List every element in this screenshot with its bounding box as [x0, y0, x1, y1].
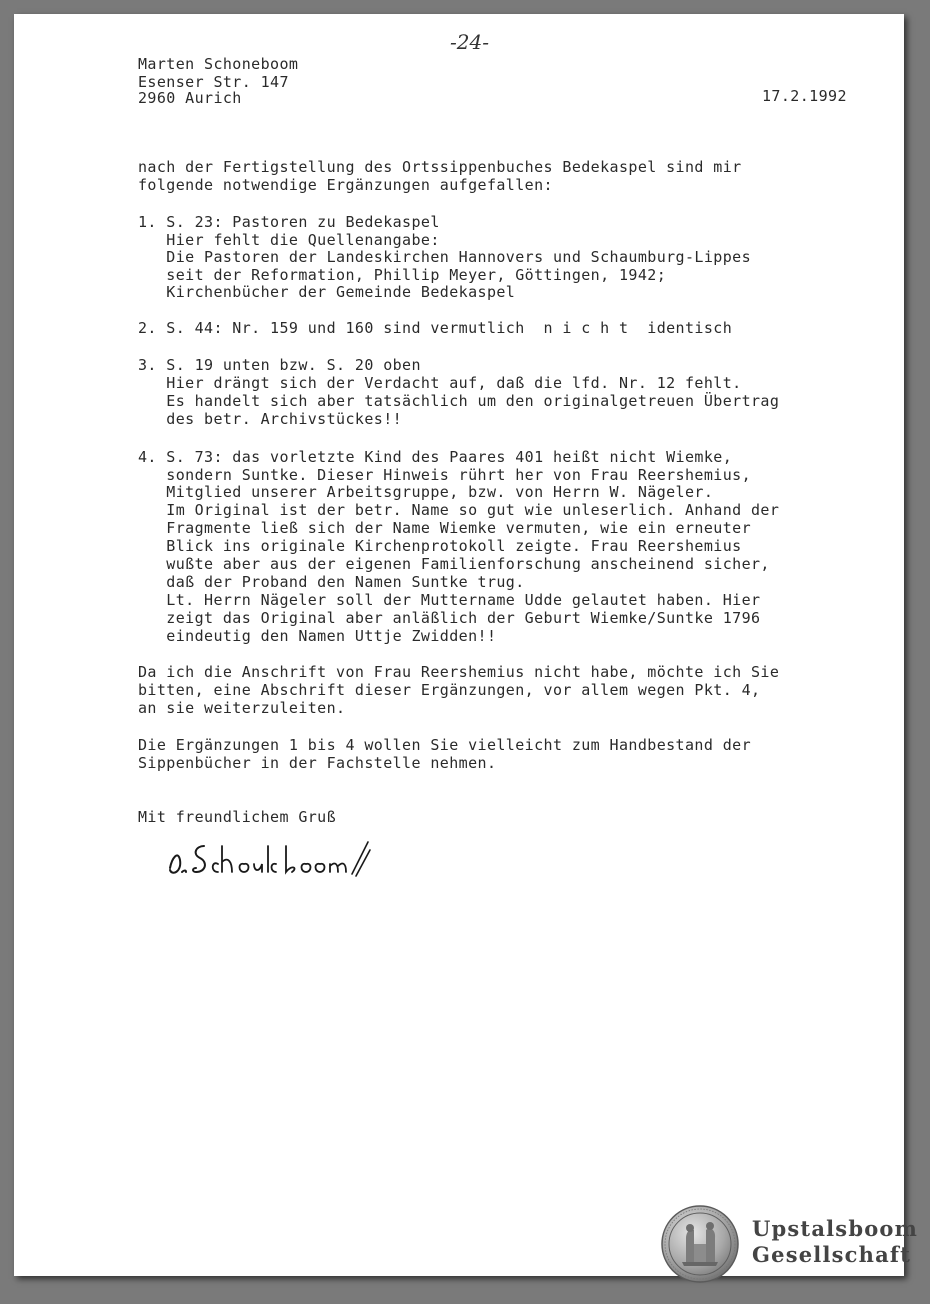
handwritten-signature — [162, 828, 372, 888]
item-3-line: 3. S. 19 unten bzw. S. 20 oben — [138, 356, 421, 374]
sender-name: Marten Schoneboom — [138, 55, 299, 73]
item-4-line: sondern Suntke. Dieser Hinweis rührt her von Frau Reershemius, — [138, 466, 751, 484]
item-3-line: des betr. Archivstückes!! — [138, 410, 403, 428]
item-1-line: Kirchenbücher der Gemeinde Bedekaspel — [138, 283, 516, 301]
item-4-line: wußte aber aus der eigenen Familienforschung anscheinend sicher, — [138, 555, 770, 573]
item-3-line: Hier drängt sich der Verdacht auf, daß die lfd. Nr. 12 fehlt. — [138, 374, 742, 392]
closing-paragraph-line: Da ich die Anschrift von Frau Reershemius nicht habe, möchte ich Sie — [138, 663, 780, 681]
item-4-line: zeigt das Original aber anläßlich der Geburt Wiemke/Suntke 1796 — [138, 609, 761, 627]
sender-city: 2960 Aurich — [138, 89, 242, 107]
closing-paragraph-line: bitten, eine Abschrift dieser Ergänzungen, vor allem wegen Pkt. 4, — [138, 681, 761, 699]
item-4-line: Fragmente ließ sich der Name Wiemke vermuten, wie ein erneuter — [138, 519, 751, 537]
item-4-line: Lt. Herrn Nägeler soll der Muttername Udde gelautet haben. Hier — [138, 591, 761, 609]
letter-page — [14, 14, 904, 1276]
intro-line-2: folgende notwendige Ergänzungen aufgefallen: — [138, 176, 553, 194]
brand-name-line-2: Gesellschaft — [752, 1242, 912, 1267]
item-1-line: Hier fehlt die Quellenangabe: — [138, 231, 440, 249]
item-1-line: Die Pastoren der Landeskirchen Hannovers und Schaumburg-Lippes — [138, 248, 751, 266]
item-1-line: 1. S. 23: Pastoren zu Bedekaspel — [138, 213, 440, 231]
item-4-line: daß der Proband den Namen Suntke trug. — [138, 573, 525, 591]
sender-street: Esenser Str. 147 — [138, 73, 289, 91]
closing-paragraph-line: Die Ergänzungen 1 bis 4 wollen Sie vielleicht zum Handbestand der — [138, 736, 751, 754]
item-4-line: 4. S. 73: das vorletzte Kind des Paares 401 heißt nicht Wiemke, — [138, 448, 733, 466]
brand-name-line-1: Upstalsboom — [752, 1216, 919, 1241]
item-3-line: Es handelt sich aber tatsächlich um den originalgetreuen Übertrag — [138, 392, 780, 410]
closing-paragraph-line: Sippenbücher in der Fachstelle nehmen. — [138, 754, 497, 772]
letter-date: 17.2.1992 — [762, 87, 847, 105]
intro-line-1: nach der Fertigstellung des Ortssippenbuches Bedekaspel sind mir — [138, 158, 742, 176]
closing-paragraph-line: an sie weiterzuleiten. — [138, 699, 346, 717]
greeting: Mit freundlichem Gruß — [138, 808, 337, 826]
item-1-line: seit der Reformation, Phillip Meyer, Göttingen, 1942; — [138, 266, 667, 284]
item-4-line: Mitglied unserer Arbeitsgruppe, bzw. von Herrn W. Nägeler. — [138, 483, 714, 501]
upstalsboom-seal-logo — [660, 1204, 740, 1284]
item-4-line: eindeutig den Namen Uttje Zwidden!! — [138, 627, 497, 645]
item-2-line: 2. S. 44: Nr. 159 und 160 sind vermutlich n i c h t identisch — [138, 319, 733, 337]
page-number: -24- — [450, 30, 489, 54]
item-4-line: Blick ins originale Kirchenprotokoll zeigte. Frau Reershemius — [138, 537, 742, 555]
item-4-line: Im Original ist der betr. Name so gut wie unleserlich. Anhand der — [138, 501, 780, 519]
